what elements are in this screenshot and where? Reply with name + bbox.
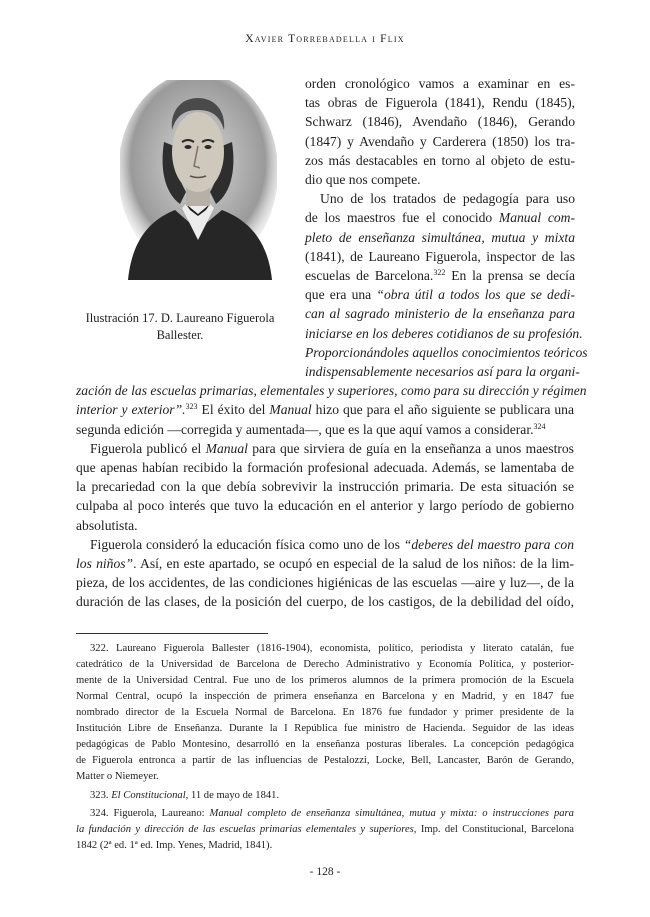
body-line: [76, 382, 587, 399]
page-number: - 128 -: [309, 866, 341, 878]
italic-title: la fundación y dirección de las escuelas primarias elementales y superiores,: [76, 824, 417, 835]
body-line: [90, 536, 574, 553]
body-line: [76, 421, 574, 438]
text-run: En la prensa se decía: [451, 268, 575, 283]
footnote-line: [90, 806, 574, 822]
quote-run: “obra útil a todos los que se dedi-: [376, 287, 575, 303]
italic-title: El Constitucional,: [111, 790, 189, 801]
body-line: [305, 229, 575, 246]
text-run: de los maestros fue el conocido: [305, 210, 493, 226]
quote-run: interior y exterior”.: [76, 402, 186, 418]
quote-run: “deberes del maestro para con: [403, 536, 574, 552]
body-line: [305, 325, 583, 342]
quote-run: zación de las escuelas primarias, elementales y superiores, como para su dirección y régimen: [76, 383, 587, 399]
text-run: que era una: [305, 287, 372, 303]
body-line: (1847) y Avendaño y Carderera (1850) los tra-: [305, 133, 575, 149]
text-run: segunda edición —corregida y aumentada—, que es la que aquí vamos a considerar.: [76, 421, 534, 437]
body-line: [305, 267, 575, 284]
body-line: [76, 401, 574, 418]
footnote-line: 1842 (2ª ed. 1ª ed. Imp. Yenes, Madrid, 1841).: [76, 840, 273, 851]
body-line: orden cronológico vamos a examinar en es-: [305, 76, 575, 91]
body-line: Schwarz (1846), Avendaño (1846), Gerando: [305, 114, 575, 130]
footnote-line: Normal Central, ocupó la inspección de primera enseñanza en Barcelona y en Madrid, y en 1847 fue: [76, 691, 574, 702]
portrait-engraving: [120, 80, 277, 280]
text-run: 323.: [90, 790, 112, 801]
italic-title: Manual: [205, 440, 248, 456]
footnote-rule: [76, 633, 268, 634]
text-run: El éxito del: [197, 402, 270, 418]
body-line: absolutista.: [76, 517, 138, 533]
body-line: la precariedad con la que debía sobrevivir la instrucción primaria. De esta situación se: [76, 479, 574, 495]
quote-run: can al sagrado ministerio de la enseñanza para: [305, 306, 575, 322]
italic-title: Manual com-: [498, 210, 575, 226]
footnote-ref: 323: [185, 402, 198, 412]
text-run: escuelas de Barcelona.: [305, 268, 434, 283]
text-run: . Así, en este apartado, se ocupó en especial de la salud de los niños: de la lim-: [133, 556, 574, 571]
caption-line: Ballester.: [156, 328, 204, 342]
text-run: para que sirviera de guía en la enseñanza a unos maestros: [247, 440, 574, 456]
footnote-ref: 324: [533, 421, 546, 431]
quote-run: iniciarse en los deberes cotidianos de su profesión.: [305, 325, 583, 341]
footnote-line: [90, 788, 588, 804]
text-run: 11 de mayo de 1841.: [188, 790, 280, 801]
quote-run: Proporcionándoles aquellos conocimientos teóricos: [305, 344, 588, 360]
body-line: [76, 555, 574, 572]
footnote-line: catedrático de la Universidad de Barcelona de Derecho Administrativo y Economía Política, y posterior-: [76, 659, 574, 670]
body-line: [90, 440, 574, 457]
footnote-line: Institución Libre de Enseñanza. Durante la I República fue ministro de Hacienda. Seguidor de las ideas: [76, 723, 574, 734]
italic-title: pleto de enseñanza simultánea, mutua y mixta: [305, 229, 575, 245]
footnote-line: de Figuerola entronca a partir de las influencias de Pestalozzi, Locke, Bell, Lancaster, Barón de Gerando,: [76, 755, 574, 766]
body-line: [305, 344, 588, 361]
italic-title: Manual completo de enseñanza simultánea, mutua y mixta: o instrucciones para: [209, 808, 574, 819]
text-run: 324. Figuerola, Laureano:: [90, 808, 210, 819]
body-line: Uno de los tratados de pedagogía para uso: [320, 191, 575, 207]
text-run: hizo que para el año siguiente se publicara una: [311, 402, 575, 418]
body-line: [305, 305, 575, 322]
text-run: Imp. del Constitucional, Barcelona: [416, 824, 574, 835]
running-header: Xavier Torrebadella i Flix: [245, 33, 405, 45]
figure-caption: [72, 310, 288, 344]
quote-run: los niños”: [76, 556, 134, 571]
body-line: [305, 363, 580, 380]
footnote-line: [76, 822, 574, 838]
caption-line: Ilustración 17. D. Laureano Figuerola: [85, 311, 275, 325]
footnote-line: 322. Laureano Figuerola Ballester (1816-1904), economista, político, periodista y literato catalán, fue: [90, 643, 574, 654]
body-line: duración de las clases, de la posición del cuerpo, de los castigos, de la debilidad del oído,: [76, 594, 574, 610]
body-line: tas obras de Figuerola (1841), Rendu (1845),: [305, 95, 575, 111]
footnote-line: Matter o Niemeyer.: [76, 771, 159, 782]
body-line: culpaba al poco interés que tuvo la educación en el anterior y largo período de gobierno: [76, 498, 574, 514]
footnote-line: mente de la Universidad Central. Fue uno de los primeros alumnos de la primera promoción de la Escuela: [76, 675, 574, 686]
text-run: Figuerola publicó el: [90, 440, 206, 456]
text-run: Figuerola consideró la educación física como uno de los: [90, 536, 404, 552]
footnote-ref: 322: [433, 268, 446, 277]
italic-title: Manual: [269, 402, 312, 418]
quote-run: indispensablemente necesarios así para la organi-: [305, 364, 580, 379]
body-line: pieza, de los accidentes, de las condiciones higiénicas de las escuelas —aire y luz—, de la: [76, 575, 574, 591]
body-line: [305, 286, 575, 303]
body-line: zos más destacables en torno al objeto de estu-: [305, 152, 575, 168]
body-line: (1841), de Laureano Figuerola, inspector de las: [305, 248, 575, 264]
footnote-line: pedagógicas de Pablo Montesino, desarrolló en la enseñanza posturas liberales. La concepción pedagógica: [76, 739, 574, 750]
footnote-line: nombrado director de la Escuela Normal de Barcelona. En 1876 fue fundador y primer presidente de la: [76, 707, 574, 718]
body-line: dio que nos compete.: [305, 172, 421, 187]
body-line: que apenas habían recibido la formación profesional adecuada. Además, se lamentaba de: [76, 460, 574, 475]
body-line: [305, 209, 575, 226]
